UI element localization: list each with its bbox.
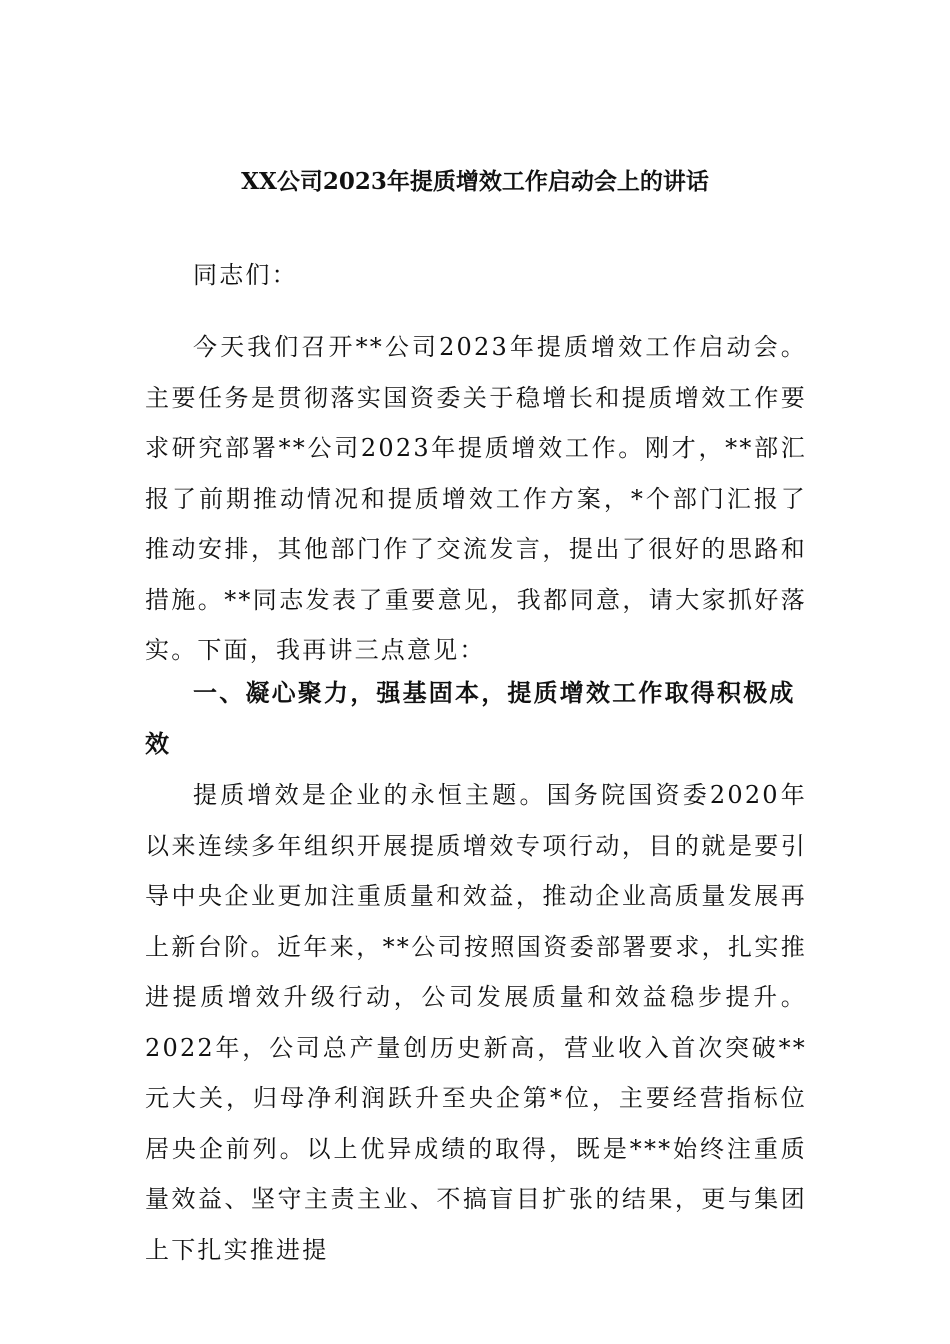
section-heading-1: 一、凝心聚力，强基固本，提质增效工作取得积极成效 (145, 678, 796, 758)
paragraph-intro: 今天我们召开**公司2023年提质增效工作启动会。主要任务是贯彻落实国资委关于稳增长和提质增效工作要求研究部署**公司2023年提质增效工作。刚才，**部汇报了前期推动情况和提质增效工作方案，*个部门汇报了推动安排，其他部门作了交流发言，提出了很好的思路和措施。**同志发表了重要意见，我都同意，请大家抓好落实。下面，我再讲三点意见： (145, 333, 807, 664)
document-title: XX公司2023年提质增效工作启动会上的讲话 (241, 168, 709, 195)
paragraph-section-1: 提质增效是企业的永恒主题。国务院国资委2020年以来连续多年组织开展提质增效专项行动，目的就是要引导中央企业更加注重质量和效益，推动企业高质量发展再上新台阶。近年来，**公司按照国资委部署要求，扎实推进提质增效升级行动，公司发展质量和效益稳步提升。2022年，公司总产量创历史新高，营业收入首次突破**元大关，归母净利润跃升至央企第*位，主要经营指标位居央企前列。以上优异成绩的取得，既是***始终注重质量效益、坚守主责主业、不搞盲目扩张的结果，更与集团上下扎实推进提 (145, 781, 807, 1264)
salutation: 同志们： (193, 261, 298, 289)
